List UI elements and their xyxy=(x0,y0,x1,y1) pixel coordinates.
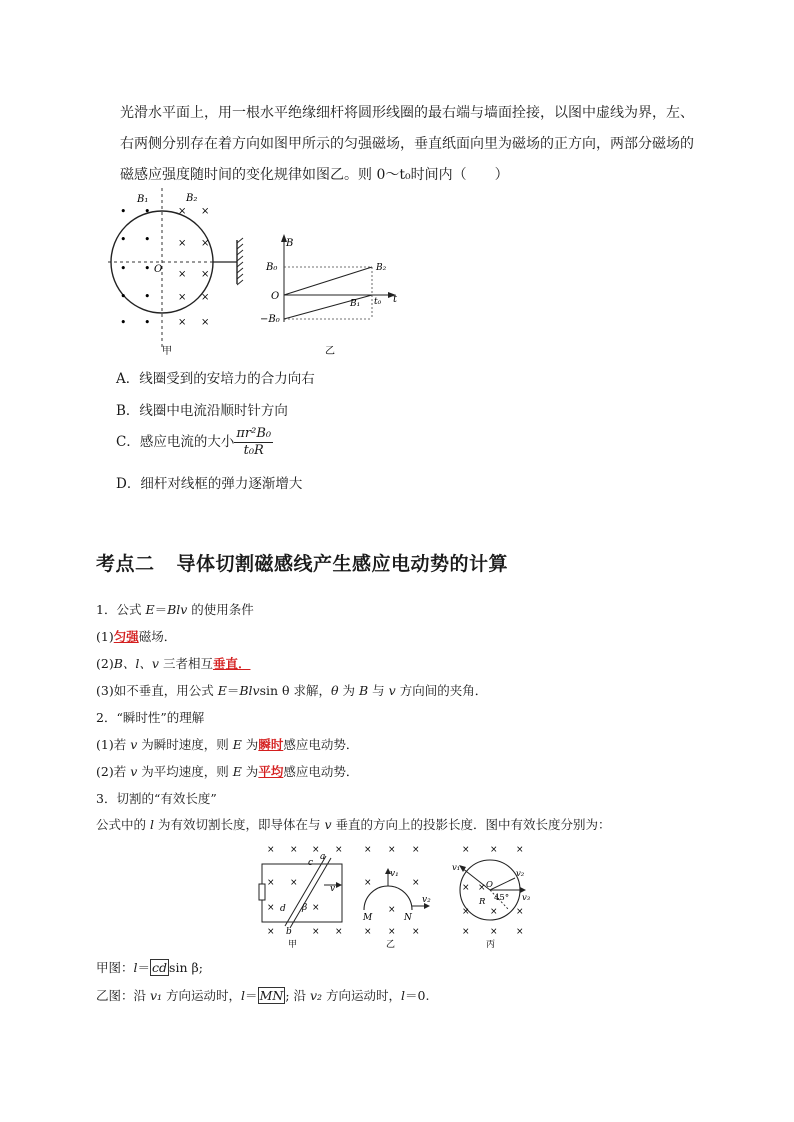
caption-bing: 丙 xyxy=(486,940,496,950)
caption-jia-2: 甲 xyxy=(288,940,298,950)
svg-text:×: × xyxy=(388,905,396,915)
svg-text:×: × xyxy=(490,907,498,917)
svg-text:a: a xyxy=(320,852,326,862)
svg-text:45°: 45° xyxy=(494,893,510,903)
caption-yi: 乙 xyxy=(325,346,335,357)
dot: • xyxy=(144,290,151,303)
boxed-mn: MN xyxy=(259,988,284,1003)
svg-text:v: v xyxy=(330,884,336,894)
cross: × xyxy=(178,206,187,217)
line-b2 xyxy=(284,267,372,295)
label-b2: B₂ xyxy=(186,193,198,204)
label-b1: B₁ xyxy=(137,194,149,205)
svg-text:×: × xyxy=(364,845,372,855)
svg-text:v₂: v₂ xyxy=(516,869,525,879)
option-b: B．线圈中电流沿顺时针方向 xyxy=(116,403,288,419)
svg-text:×: × xyxy=(267,845,275,855)
intro-line-3: 磁感应强度随时间的变化规律如图乙。则 0～t₀时间内（ ） xyxy=(120,167,509,183)
body-line-11: 乙图：沿 v₁ 方向运动时，l＝ MN ; 沿 v₂ 方向运动时，l＝0. xyxy=(96,988,430,1003)
rod-edge-2 xyxy=(290,858,331,928)
svg-text:×: × xyxy=(364,927,372,937)
svg-text:×: × xyxy=(490,845,498,855)
svg-text:×: × xyxy=(462,907,470,917)
svg-text:v₁: v₁ xyxy=(390,869,399,879)
yi-labels xyxy=(362,869,431,923)
dot: • xyxy=(144,262,151,275)
tick-neg-b0: −B₀ xyxy=(260,314,280,325)
svg-text:×: × xyxy=(490,927,498,937)
dot: • xyxy=(144,205,151,218)
cross: × xyxy=(178,269,187,280)
highlight-average: 平均 xyxy=(258,764,284,779)
cross: × xyxy=(201,269,210,280)
svg-text:×: × xyxy=(290,845,298,855)
svg-text:×: × xyxy=(516,845,524,855)
body-line-8: 3．切割的“有效长度” xyxy=(96,791,217,806)
boxed-cd: cd xyxy=(152,960,168,975)
svg-text:×: × xyxy=(312,927,320,937)
body-line-1: 1．公式 E＝Blv 的使用条件 xyxy=(96,602,254,617)
figure-2 xyxy=(250,840,550,952)
svg-text:×: × xyxy=(267,878,275,888)
svg-text:×: × xyxy=(267,927,275,937)
svg-text:×: × xyxy=(312,903,320,913)
svg-text:×: × xyxy=(462,927,470,937)
cross: × xyxy=(178,292,187,303)
highlight-instantaneous: 瞬时 xyxy=(258,737,284,752)
current-fraction xyxy=(234,426,273,459)
body-line-2: (1)匀强磁场． xyxy=(96,629,177,644)
intro-line-2: 右两侧分别存在着方向如图甲所示的匀强磁场，垂直纸面向里为磁场的正方向，两部分磁场的 xyxy=(120,136,694,152)
dot: • xyxy=(120,316,127,329)
cross: × xyxy=(178,238,187,249)
wall-hatching xyxy=(237,238,243,285)
svg-text:d: d xyxy=(280,904,286,914)
body-line-9: 公式中的 l 为有效切割长度，即导体在与 v 垂直的方向上的投影长度．图中有效长度分别为： xyxy=(96,817,611,832)
figure-1 xyxy=(100,188,420,360)
svg-text:×: × xyxy=(312,845,320,855)
tick-b0: B₀ xyxy=(266,262,278,273)
dot: • xyxy=(120,290,127,303)
dot: • xyxy=(144,233,151,246)
body-line-7: (2)若 v 为平均速度，则 E 为平均感应电动势． xyxy=(96,764,359,779)
svg-text:v₂: v₂ xyxy=(422,895,431,905)
field-crosses xyxy=(178,206,209,328)
cross: × xyxy=(201,292,210,303)
label-line-b2: B₂ xyxy=(376,263,387,273)
cross: × xyxy=(201,206,210,217)
cross: × xyxy=(201,317,210,328)
option-a: A．线圈受到的安培力的合力向右 xyxy=(116,371,315,387)
tick-t0: t₀ xyxy=(374,297,382,307)
svg-text:×: × xyxy=(462,845,470,855)
svg-text:R: R xyxy=(479,897,486,907)
option-c-prefix: C．感应电流的大小 xyxy=(116,434,235,450)
svg-text:N: N xyxy=(404,913,412,923)
svg-text:×: × xyxy=(516,927,524,937)
section-title: 导体切割磁感线产生感应电动势的计算 xyxy=(176,553,509,575)
svg-text:×: × xyxy=(412,927,420,937)
v2-line xyxy=(490,878,515,890)
body-line-3: (2)B、l、v 三者相互垂直． xyxy=(96,656,251,671)
svg-text:×: × xyxy=(388,927,396,937)
highlight-perpendicular: 垂直． xyxy=(212,656,251,671)
svg-text:β: β xyxy=(302,903,308,913)
bing-crosses xyxy=(462,845,524,937)
svg-text:×: × xyxy=(364,878,372,888)
figure2-bing xyxy=(452,845,531,950)
svg-text:v₃: v₃ xyxy=(522,893,531,903)
svg-text:×: × xyxy=(412,845,420,855)
cross: × xyxy=(201,238,210,249)
yi-crosses xyxy=(364,845,420,937)
body-line-4: (3)如不垂直，用公式 E＝Blvsin θ 求解，θ 为 B 与 v 方向间的夹角． xyxy=(96,683,488,698)
svg-text:×: × xyxy=(290,878,298,888)
body-line-6: (1)若 v 为瞬时速度，则 E 为瞬时感应电动势． xyxy=(96,737,359,752)
svg-text:×: × xyxy=(462,883,470,893)
body-line-10: 甲图：l＝ cd sin β; xyxy=(96,960,203,975)
svg-text:O: O xyxy=(486,880,493,890)
label-line-b1: B₁ xyxy=(350,299,361,309)
body-line-5: 2．“瞬时性”的理解 xyxy=(96,710,205,725)
axis-b-label: B xyxy=(286,238,294,249)
dot: • xyxy=(120,262,127,275)
svg-text:×: × xyxy=(335,927,343,937)
option-c xyxy=(116,426,273,459)
svg-text:×: × xyxy=(335,845,343,855)
fraction-denominator: t₀R xyxy=(243,443,264,458)
dot: • xyxy=(144,316,151,329)
fraction-numerator: πr²B₀ xyxy=(236,426,272,441)
section-number: 考点二 xyxy=(96,553,155,575)
center-o: O xyxy=(154,264,163,275)
figure2-yi xyxy=(362,845,431,950)
origin-o: O xyxy=(271,291,280,302)
svg-text:×: × xyxy=(516,907,524,917)
intro-line-1: 光滑水平面上，用一根水平绝缘细杆将圆形线圈的最右端与墙面拴接，以图中虚线为界，左、 xyxy=(120,105,694,121)
figure-jia xyxy=(108,188,243,357)
svg-text:×: × xyxy=(478,883,486,893)
dot: • xyxy=(120,205,127,218)
svg-text:×: × xyxy=(267,903,275,913)
figure2-jia xyxy=(259,845,343,950)
svg-text:b: b xyxy=(286,927,292,937)
velocity-arrowhead xyxy=(336,882,342,888)
option-d: D．细杆对线框的弹力逐渐增大 xyxy=(116,476,303,492)
svg-text:×: × xyxy=(388,845,396,855)
svg-text:M: M xyxy=(363,913,373,923)
rod-edge-1 xyxy=(285,856,326,926)
svg-text:c: c xyxy=(308,858,314,868)
svg-text:×: × xyxy=(412,878,420,888)
caption-jia: 甲 xyxy=(162,346,172,357)
resistor xyxy=(259,884,265,900)
axis-t-label: t xyxy=(393,294,398,305)
svg-text:v₁: v₁ xyxy=(452,863,461,873)
dot: • xyxy=(120,233,127,246)
highlight-uniform: 匀强 xyxy=(113,629,139,644)
section-heading xyxy=(96,549,508,576)
figure-yi xyxy=(260,234,398,357)
caption-yi-2: 乙 xyxy=(386,940,396,950)
cross: × xyxy=(178,317,187,328)
